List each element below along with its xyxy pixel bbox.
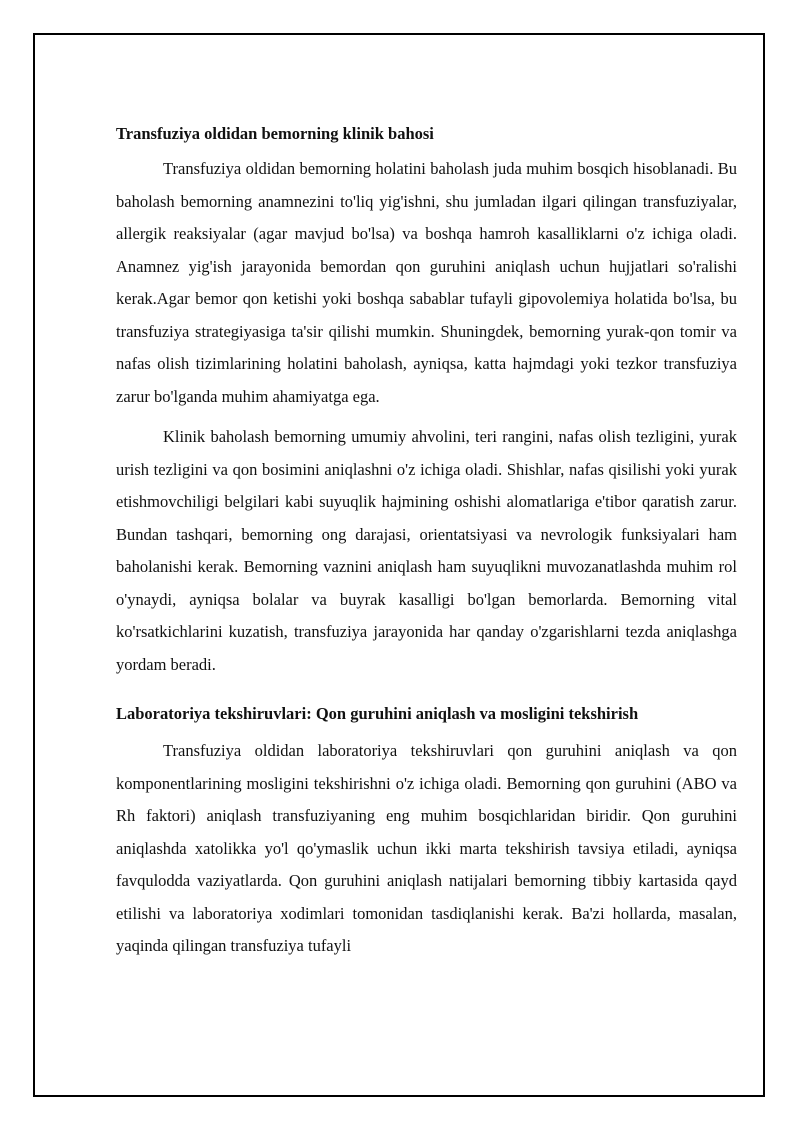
paragraph-clinical-assessment-intro: Transfuziya oldidan bemorning holatini baholash juda muhim bosqich hisoblanadi. Bu baholash bemorning anamnezini to'liq yig'ishni, shu jumladan ilgari qilingan transfuziyalar, allergik reaksiyalar (agar mavjud bo'lsa) va boshqa hamroh kasalliklarni o'z ichiga oladi. Anamnez yig'ish jarayonida bemordan qon guruhini aniqlash uchun hujjatlari so'ralishi kerak.Agar bemor qon ketishi yoki boshqa sabablar tufayli gipovolemiya holatida bo'lsa, bu transfuziya strategiyasiga ta'sir qilishi mumkin. Shuningdek, bemorning yurak-qon tomir va nafas olish tizimlarining holatini baholash, ayniqsa, katta hajmdagi yoki tezkor transfuziya zarur bo'lganda muhim ahamiyatga ega. bbox=[116, 159, 737, 406]
paragraph-laboratory-tests: Transfuziya oldidan laboratoriya tekshiruvlari qon guruhini aniqlash va qon komponentlarining mosligini tekshirishni o'z ichiga oladi. Bemorning qon guruhini (ABO va Rh faktori) aniqlash transfuziyaning eng muhim bosqichlaridan biridir. Qon guruhini aniqlashda xatolikka yo'l qo'ymaslik uchun ikki marta tekshirish tavsiya etiladi, ayniqsa favqulodda vaziyatlarda. Qon guruhini aniqlash natijalari bemorning tibbiy kartasida qayd etilishi va laboratoriya xodimlari tomonidan tasdiqlanishi kerak. Ba'zi hollarda, masalan, yaqinda qilingan transfuziya tufayli bbox=[116, 741, 737, 955]
section-heading-laboratory-tests: Laboratoriya tekshiruvlari: Qon guruhini aniqlash va mosligini tekshirish bbox=[116, 704, 639, 723]
page bbox=[33, 33, 765, 1097]
paragraph-clinical-examination: Klinik baholash bemorning umumiy ahvolini, teri rangini, nafas olish tezligini, yurak urish tezligini va qon bosimini aniqlashni o'z ichiga oladi. Shishlar, nafas qisilishi yoki yurak etishmovchiligi belgilari kabi suyuqlik hajmining oshishi alomatlariga e'tibor qaratish zarur. Bundan tashqari, bemorning ong darajasi, orientatsiyasi va nevrologik funksiyalari ham baholanishi kerak. Bemorning vaznini aniqlash ham suyuqlikni muvozanatlashda muhim rol o'ynaydi, ayniqsa bolalar va buyrak kasalligi bo'lgan bemorlarda. Bemorning vital ko'rsatkichlarini kuzatish, transfuziya jarayonida har qanday o'zgarishlarni tezda aniqlashga yordam beradi. bbox=[116, 427, 737, 674]
section-heading-clinical-assessment: Transfuziya oldidan bemorning klinik bahosi bbox=[116, 124, 434, 143]
document-body bbox=[116, 109, 737, 963]
